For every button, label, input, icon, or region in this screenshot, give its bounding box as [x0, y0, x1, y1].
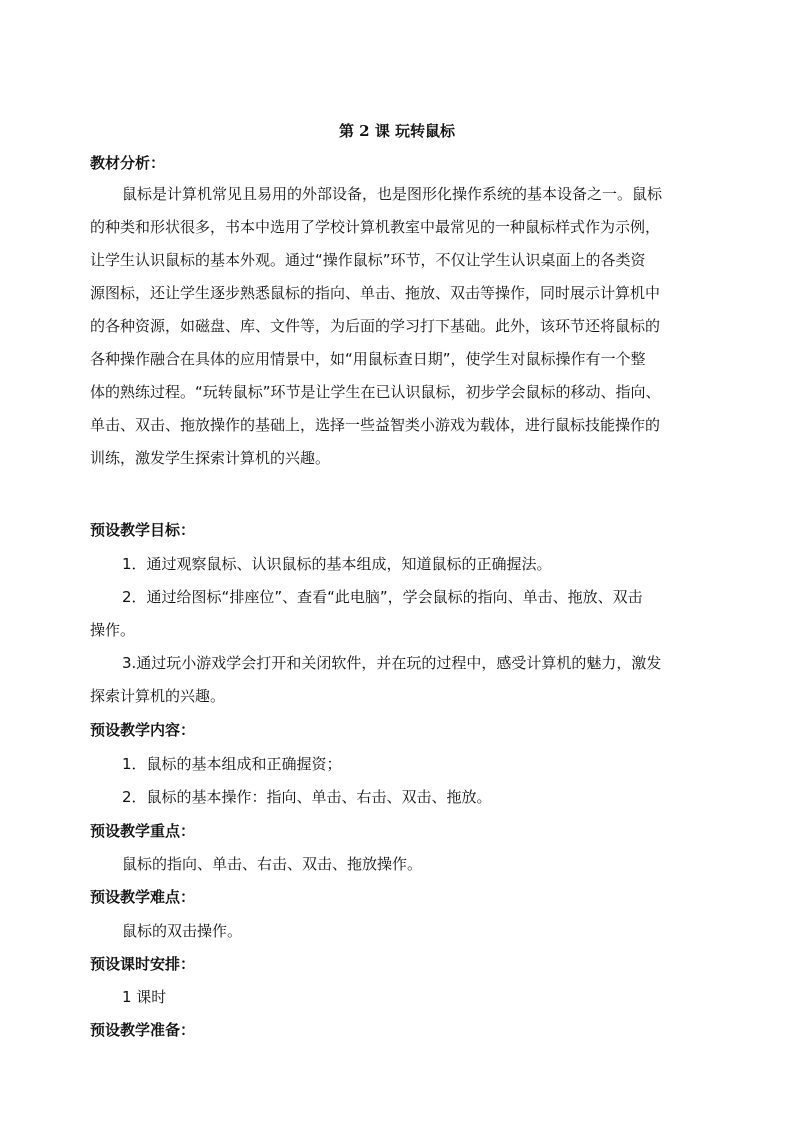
paragraph-line: 的各种资源，如磁盘、库、文件等，为后面的学习打下基础。此外，该环节还将鼠标的: [90, 317, 661, 335]
content-item: 2．鼠标的基本操作：指向、单击、右击、双击、拖放。: [122, 788, 492, 806]
paragraph-line: 单击、双击、拖放操作的基础上，选择一些益智类小游戏为载体，进行鼠标技能操作的: [90, 416, 661, 434]
paragraph-line: 源图标，还让学生逐步熟悉鼠标的指向、单击、拖放、双击等操作，同时展示计算机中: [90, 284, 661, 302]
section-heading-teaching-goals: 预设教学目标：: [90, 521, 196, 539]
goal-item: 2．通过给图标“排座位”、查看“此电脑”，学会鼠标的指向、单击、拖放、双击: [122, 588, 643, 606]
goal-item-continuation: 操作。: [90, 621, 136, 639]
schedule-text: 1 课时: [122, 988, 167, 1006]
paragraph-line: 体的熟练过程。“玩转鼠标”环节是让学生在已认识鼠标，初步学会鼠标的移动、指向、: [90, 383, 661, 401]
section-heading-key-points: 预设教学重点：: [90, 822, 196, 840]
difficulty-text: 鼠标的双击操作。: [122, 922, 243, 940]
paragraph-line: 训练，激发学生探索计算机的兴趣。: [90, 449, 331, 467]
paragraph-line: 让学生认识鼠标的基本外观。通过“操作鼠标”环节，不仅让学生认识桌面上的各类资: [90, 251, 646, 269]
paragraph-line: 鼠标是计算机常见且易用的外部设备，也是图形化操作系统的基本设备之一。鼠标: [122, 185, 663, 203]
page-title: 第 2 课 玩转鼠标: [338, 122, 456, 140]
section-heading-material-analysis: 教材分析：: [90, 154, 166, 172]
section-heading-preparation: 预设教学准备：: [90, 1021, 196, 1039]
goal-item: 1．通过观察鼠标、认识鼠标的基本组成，知道鼠标的正确握法。: [122, 555, 552, 573]
goal-item: 3.通过玩小游戏学会打开和关闭软件，并在玩的过程中，感受计算机的魅力，激发: [122, 654, 662, 672]
section-heading-teaching-content: 预设教学内容：: [90, 721, 196, 739]
paragraph-line: 各种操作融合在具体的应用情景中，如“用鼠标查日期”，使学生对鼠标操作有一个整: [90, 350, 646, 368]
key-point-text: 鼠标的指向、单击、右击、双击、拖放操作。: [122, 855, 423, 873]
content-item: 1．鼠标的基本组成和正确握资；: [122, 755, 342, 773]
goal-item-continuation: 探索计算机的兴趣。: [90, 687, 226, 705]
section-heading-schedule: 预设课时安排：: [90, 955, 196, 973]
paragraph-line: 的种类和形状很多，书本中选用了学校计算机教室中最常见的一种鼠标样式作为示例，: [90, 218, 661, 236]
section-heading-difficulties: 预设教学难点：: [90, 888, 196, 906]
